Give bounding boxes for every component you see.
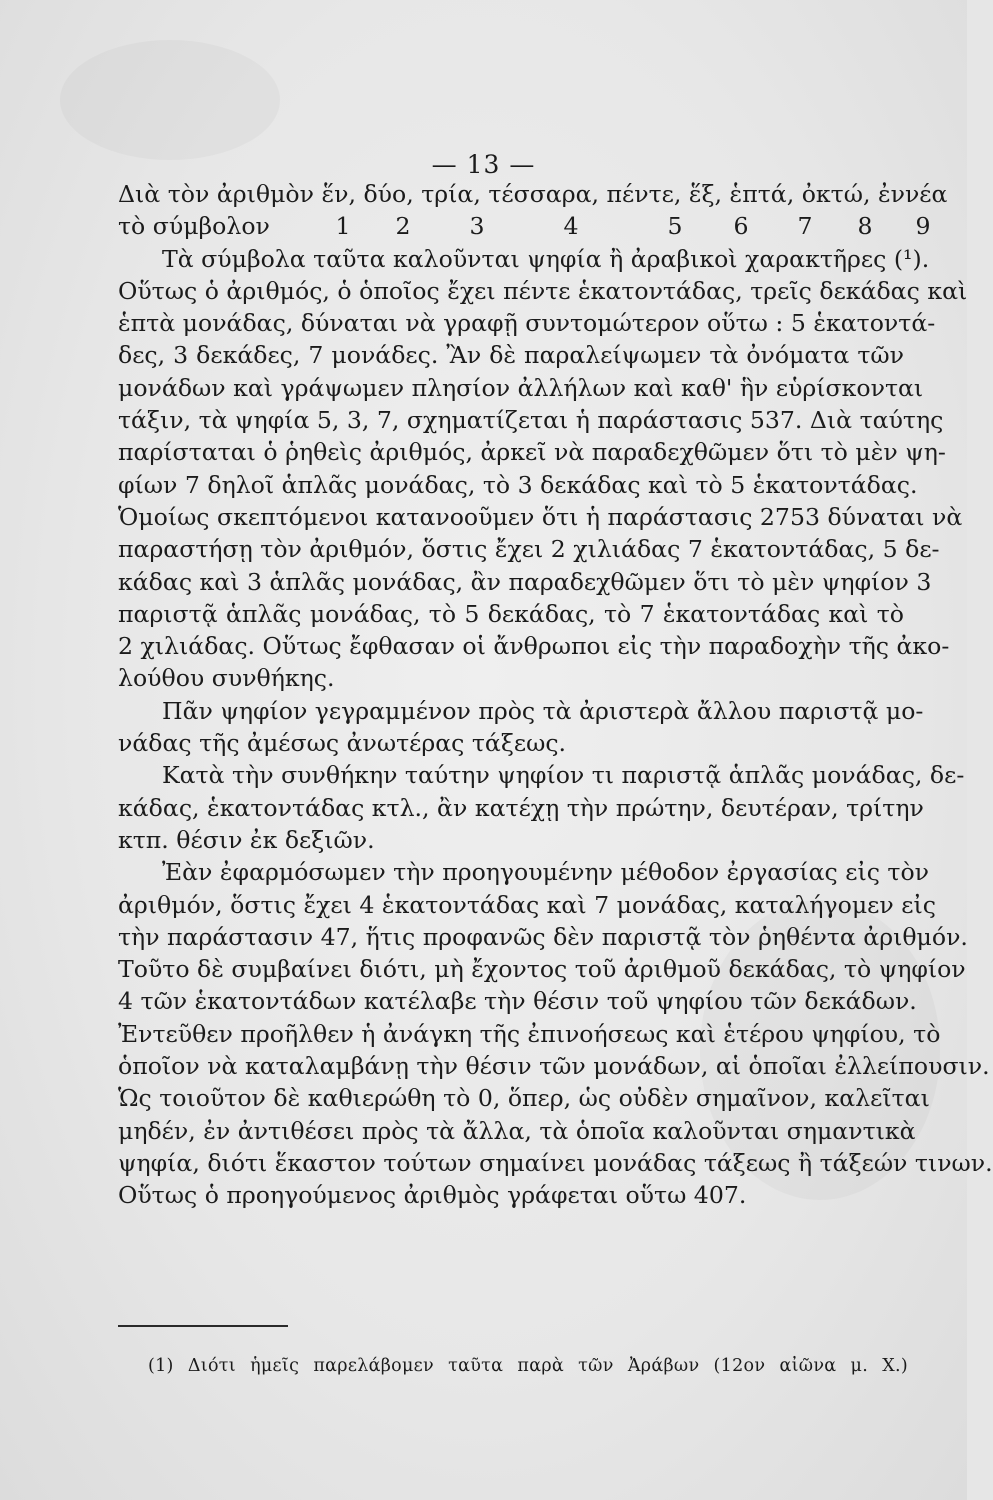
digit-symbol: 9 [915,212,931,241]
text-line: Οὕτως ὁ ἀριθμός, ὁ ὁποῖος ἔχει πέντε ἑκατοντάδας, τρεῖς δεκάδας καὶ [118,276,968,305]
digit-symbol: 4 [563,212,579,241]
digit-symbol: 7 [797,212,813,241]
text-line: κάδας καὶ 3 ἁπλᾶς μονάδας, ἂν παραδεχθῶμεν ὅτι τὸ μὲν ψηφίον 3 [118,567,932,596]
text-line: Ἐντεῦθεν προῆλθεν ἡ ἀνάγκη τῆς ἐπινοήσεως καὶ ἑτέρου ψηφίου, τὸ [118,1019,941,1048]
text-line: νάδας τῆς ἀμέσως ἀνωτέρας τάξεως. [118,729,567,758]
digit-symbol: 1 [335,212,351,241]
text-line: τάξιν, τὰ ψηφία 5, 3, 7, σχηματίζεται ἡ παράστασις 537. Διὰ ταύτης [118,406,944,435]
digit-symbol: 6 [733,212,749,241]
text-line: ὁποῖον νὰ καταλαμβάνῃ τὴν θέσιν τῶν μονάδων, αἱ ὁποῖαι ἐλλείπουσιν. [118,1052,990,1081]
text-line: 4 τῶν ἑκατοντάδων κατέλαβε τὴν θέσιν τοῦ ψηφίου τῶν δεκάδων. [118,987,917,1016]
text-line: παραστήσῃ τὸν ἀριθμόν, ὅστις ἔχει 2 χιλιάδας 7 ἑκατοντάδας, 5 δε- [118,535,940,564]
symbols-row [118,210,931,242]
text-line: Κατὰ τὴν συνθήκην ταύτην ψηφίον τι παριστᾷ ἁπλᾶς μονάδας, δε- [162,761,965,790]
text-line: Διὰ τὸν ἀριθμὸν ἕν, δύο, τρία, τέσσαρα, πέντε, ἕξ, ἑπτά, ὀκτώ, ἐννέα [118,180,948,208]
text-line: Ἐὰν ἐφαρμόσωμεν τὴν προηγουμένην μέθοδον ἐργασίας εἰς τὸν [162,858,930,887]
page-number: — 13 — [431,150,536,179]
body-text [118,178,993,1212]
text-line: κτπ. θέσιν ἐκ δεξιῶν. [118,825,375,854]
text-line: Πᾶν ψηφίον γεγραμμένον πρὸς τὰ ἀριστερὰ ἄλλου παριστᾷ μο- [162,696,924,725]
symbols-label: τὸ σύμβολον [118,212,270,241]
text-line: ἀριθμόν, ὅστις ἔχει 4 ἑκατοντάδας καὶ 7 μονάδας, καταλήγομεν εἰς [118,890,936,919]
text-line: Τὰ σύμβολα ταῦτα καλοῦνται ψηφία ἢ ἀραβικοὶ χαρακτῆρες (¹). [162,244,930,273]
text-line: 2 χιλιάδας. Οὕτως ἔφθασαν οἱ ἄνθρωποι εἰς τὴν παραδοχὴν τῆς ἀκο- [118,632,950,661]
text-line: Τοῦτο δὲ συμβαίνει διότι, μὴ ἔχοντος τοῦ ἀριθμοῦ δεκάδας, τὸ ψηφίον [118,955,966,984]
footnote: (1) Διότι ἡμεῖς παρελάβομεν ταῦτα παρὰ τῶν Ἀράβων (12ον αἰῶνα μ. Χ.) [148,1356,908,1376]
digit-symbol: 2 [395,212,411,241]
footnote-rule [118,1325,288,1327]
text-line: φίων 7 δηλοῖ ἁπλᾶς μονάδας, τὸ 3 δεκάδας καὶ τὸ 5 ἑκατοντάδας. [118,470,918,499]
text-line: Οὕτως ὁ προηγούμενος ἀριθμὸς γράφεται οὕτω 407. [118,1181,747,1210]
text-line: ἑπτὰ μονάδας, δύναται νὰ γραφῇ συντομώτερον οὕτω : 5 ἑκατοντά- [118,309,936,338]
page-stain [60,40,280,160]
text-line: ψηφία, διότι ἕκαστον τούτων σημαίνει μονάδας τάξεως ἢ τάξεών τινων. [118,1148,993,1177]
text-line: λούθου συνθήκης. [118,664,335,693]
text-line: μονάδων καὶ γράψωμεν πλησίον ἀλλήλων καὶ καθ' ἣν εὑρίσκονται [118,373,924,402]
digit-symbol: 3 [469,212,485,241]
digit-symbol: 5 [667,212,683,241]
text-line: κάδας, ἑκατοντάδας κτλ., ἂν κατέχῃ τὴν πρώτην, δευτέραν, τρίτην [118,793,924,822]
text-line: μηδέν, ἐν ἀντιθέσει πρὸς τὰ ἄλλα, τὰ ὁποῖα καλοῦνται σημαντικὰ [118,1116,916,1145]
text-line: Ὡς τοιοῦτον δὲ καθιερώθη τὸ 0, ὅπερ, ὡς οὐδὲν σημαῖνον, καλεῖται [118,1084,930,1113]
text-line: δες, 3 δεκάδες, 7 μονάδες. Ἂν δὲ παραλείψωμεν τὰ ὀνόματα τῶν [118,341,904,370]
digit-symbol: 8 [857,212,873,241]
text-line: τὴν παράστασιν 47, ἥτις προφανῶς δὲν παριστᾷ τὸν ῥηθέντα ἀριθμόν. [118,922,968,951]
text-line: παρίσταται ὁ ῥηθεὶς ἀριθμός, ἀρκεῖ νὰ παραδεχθῶμεν ὅτι τὸ μὲν ψη- [118,438,946,467]
text-line: Ὁμοίως σκεπτόμενοι κατανοοῦμεν ὅτι ἡ παράστασις 2753 δύναται νὰ [118,502,963,531]
text-line: παριστᾷ ἁπλᾶς μονάδας, τὸ 5 δεκάδας, τὸ 7 ἑκατοντάδας καὶ τὸ [118,599,904,628]
